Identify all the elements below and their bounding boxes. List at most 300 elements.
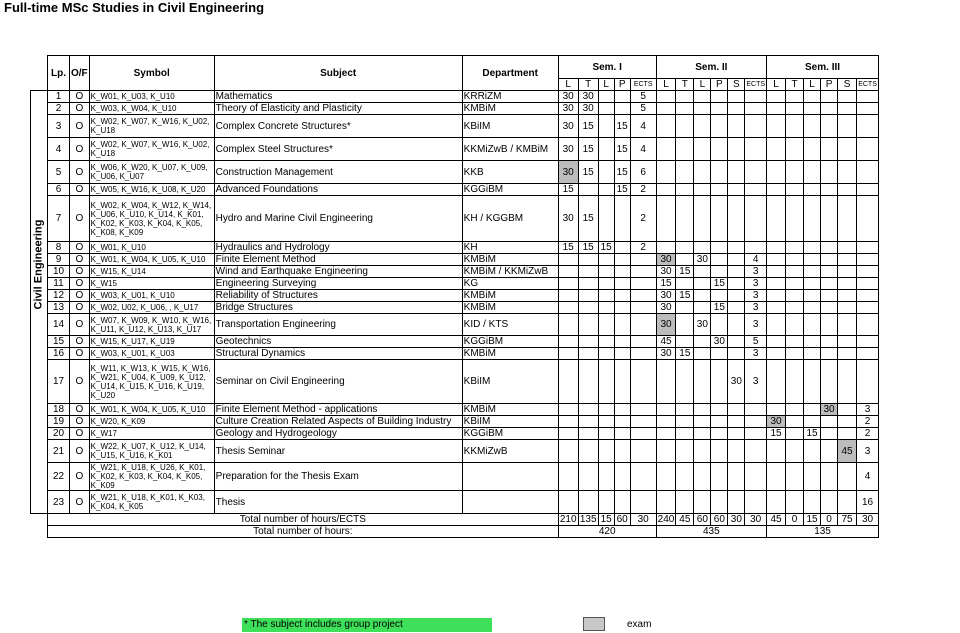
hours-cell: [821, 196, 838, 242]
hours-cell: [728, 161, 745, 184]
hours-cell: [598, 348, 614, 360]
hours-cell: [694, 302, 711, 314]
hours-cell: [786, 196, 804, 242]
sub-header: T: [676, 79, 694, 91]
semester-header: Sem. II: [656, 56, 766, 79]
header-lp: Lp.: [48, 56, 70, 91]
hours-cell: [804, 242, 821, 254]
row-symbol: K_W15, K_U17, K_U19: [89, 336, 214, 348]
hours-cell: [598, 491, 614, 514]
hours-cell: [804, 416, 821, 428]
hours-cell: [558, 290, 578, 302]
hours-cell: [598, 184, 614, 196]
row-of: O: [70, 428, 90, 440]
row-department: KKMiZwB: [462, 440, 558, 463]
hours-cell: [614, 302, 630, 314]
hours-cell: [676, 278, 694, 290]
hours-cell: [786, 336, 804, 348]
table-row: [31, 428, 879, 440]
header-department: Department: [462, 56, 558, 91]
row-symbol: K_W02, K_W07, K_W16, K_U02, K_U18: [89, 115, 214, 138]
hours-cell: [558, 416, 578, 428]
hours-cell: [857, 278, 879, 290]
hours-cell: [786, 360, 804, 404]
hours-cell: 15: [558, 184, 578, 196]
row-department: [462, 491, 558, 514]
hours-cell: [804, 196, 821, 242]
hours-cell: [598, 404, 614, 416]
hours-cell: [821, 348, 838, 360]
hours-cell: [728, 336, 745, 348]
hours-cell: [821, 428, 838, 440]
hours-cell: [578, 416, 598, 428]
hours-cell: [786, 278, 804, 290]
row-subject: Bridge Structures: [214, 302, 462, 314]
hours-cell: [786, 404, 804, 416]
hours-cell: [578, 440, 598, 463]
hours-cell: 15: [656, 278, 676, 290]
hours-cell: [656, 184, 676, 196]
hours-cell: [694, 491, 711, 514]
hours-cell: [804, 254, 821, 266]
row-department: KID / KTS: [462, 314, 558, 336]
row-symbol: K_W06, K_W20, K_U07, K_U09, K_U06, K_U07: [89, 161, 214, 184]
row-of: O: [70, 348, 90, 360]
row-lp: 12: [48, 290, 70, 302]
hours-cell: [767, 266, 786, 278]
row-department: [462, 463, 558, 491]
hours-cell: [857, 254, 879, 266]
hours-cell: 30: [656, 348, 676, 360]
hours-cell: [711, 115, 728, 138]
hours-cell: [694, 161, 711, 184]
hours-cell: 4: [745, 254, 767, 266]
hours-cell: [578, 348, 598, 360]
row-subject: Theory of Elasticity and Plasticity: [214, 103, 462, 115]
hours-cell: [838, 404, 857, 416]
hours-cell: [786, 314, 804, 336]
hours-cell: [728, 91, 745, 103]
hours-cell: [630, 278, 656, 290]
row-lp: 21: [48, 440, 70, 463]
hours-cell: [838, 290, 857, 302]
row-symbol: K_W11, K_W13, K_W15, K_W16, K_W21, K_U04, K_U09, K_U12, K_U14, K_U15, K_U16, K_U19, K_U20: [89, 360, 214, 404]
hours-cell: [558, 314, 578, 336]
hours-cell: [786, 348, 804, 360]
row-subject: Seminar on Civil Engineering: [214, 360, 462, 404]
hours-cell: 3: [857, 440, 879, 463]
hours-cell: [656, 404, 676, 416]
hours-cell: [676, 242, 694, 254]
hours-cell: 30: [711, 336, 728, 348]
row-of: O: [70, 278, 90, 290]
hours-cell: [857, 302, 879, 314]
hours-cell: [767, 404, 786, 416]
row-department: KMBiM: [462, 290, 558, 302]
hours-cell: [857, 242, 879, 254]
hours-cell: [656, 91, 676, 103]
hours-cell: [838, 314, 857, 336]
hours-cell: [711, 91, 728, 103]
row-symbol: K_W03, K_U01, K_U10: [89, 290, 214, 302]
hours-cell: [711, 428, 728, 440]
total-cell: 30: [728, 514, 745, 526]
hours-cell: [838, 115, 857, 138]
row-department: KH / KGGBM: [462, 196, 558, 242]
row-symbol: K_W01, K_W04, K_U05, K_U10: [89, 254, 214, 266]
hours-cell: [821, 360, 838, 404]
hours-cell: [838, 278, 857, 290]
hours-cell: 30: [728, 360, 745, 404]
hours-cell: [804, 278, 821, 290]
hours-cell: 30: [656, 290, 676, 302]
hours-cell: [711, 196, 728, 242]
total-cell: 60: [694, 514, 711, 526]
hours-cell: [578, 428, 598, 440]
hours-cell: [728, 196, 745, 242]
hours-cell: [728, 404, 745, 416]
hours-cell: [598, 196, 614, 242]
total-cell: 75: [838, 514, 857, 526]
row-of: O: [70, 115, 90, 138]
row-of: O: [70, 242, 90, 254]
spacer-cell: [31, 514, 48, 526]
hours-cell: [656, 138, 676, 161]
sub-header: L: [804, 79, 821, 91]
hours-cell: [786, 491, 804, 514]
hours-cell: [598, 416, 614, 428]
hours-cell: [728, 463, 745, 491]
hours-cell: [598, 161, 614, 184]
hours-cell: [656, 463, 676, 491]
total-cell: 45: [676, 514, 694, 526]
sub-header: T: [578, 79, 598, 91]
hours-cell: [786, 161, 804, 184]
legend-exam-label: exam: [627, 619, 652, 630]
hours-cell: [694, 440, 711, 463]
table-row: [31, 360, 879, 404]
hours-cell: [694, 115, 711, 138]
hours-cell: [598, 302, 614, 314]
hours-cell: [728, 254, 745, 266]
hours-cell: 30: [558, 103, 578, 115]
row-subject: Complex Steel Structures*: [214, 138, 462, 161]
hours-cell: [676, 196, 694, 242]
hours-cell: [630, 360, 656, 404]
hours-cell: [728, 266, 745, 278]
hours-cell: [598, 360, 614, 404]
hours-cell: [656, 115, 676, 138]
hours-cell: [728, 491, 745, 514]
hours-cell: [711, 314, 728, 336]
row-symbol: K_W21, K_U18, K_U26, K_K01, K_K02, K_K03, K_K04, K_K05, K_K09: [89, 463, 214, 491]
legend-group-project: * The subject includes group project: [242, 618, 492, 632]
row-symbol: K_W15: [89, 278, 214, 290]
hours-cell: [711, 254, 728, 266]
hours-cell: 30: [578, 103, 598, 115]
row-symbol: K_W03, K_U01, K_U03: [89, 348, 214, 360]
hours-cell: [857, 360, 879, 404]
sub-header: P: [614, 79, 630, 91]
sub-header: L: [656, 79, 676, 91]
hours-cell: [558, 360, 578, 404]
hours-cell: [728, 115, 745, 138]
row-subject: Advanced Foundations: [214, 184, 462, 196]
hours-cell: [614, 428, 630, 440]
hours-cell: 15: [558, 242, 578, 254]
hours-cell: [676, 428, 694, 440]
row-subject: Mathematics: [214, 91, 462, 103]
row-lp: 22: [48, 463, 70, 491]
hours-cell: 3: [745, 290, 767, 302]
row-lp: 11: [48, 278, 70, 290]
table-row: [31, 254, 879, 266]
semester-header: Sem. III: [767, 56, 879, 79]
hours-cell: [614, 348, 630, 360]
hours-cell: [578, 266, 598, 278]
hours-cell: [838, 254, 857, 266]
row-of: O: [70, 290, 90, 302]
hours-cell: [694, 428, 711, 440]
hours-cell: [614, 416, 630, 428]
table-row: [31, 266, 879, 278]
row-subject: Preparation for the Thesis Exam: [214, 463, 462, 491]
table-row: [31, 491, 879, 514]
hours-cell: [821, 336, 838, 348]
row-symbol: K_W02, U02, K_U06, , K_U17: [89, 302, 214, 314]
table-row: [31, 416, 879, 428]
hours-cell: [694, 278, 711, 290]
table-row: [31, 302, 879, 314]
hours-cell: [630, 463, 656, 491]
row-of: O: [70, 266, 90, 278]
row-of: O: [70, 314, 90, 336]
total-cell: 240: [657, 514, 675, 525]
hours-cell: [598, 428, 614, 440]
hours-cell: [614, 278, 630, 290]
row-department: KMBiM: [462, 254, 558, 266]
hours-cell: [694, 242, 711, 254]
row-symbol: K_W01, K_W04, K_U05, K_U10: [89, 404, 214, 416]
hours-cell: [745, 440, 767, 463]
hours-cell: [630, 254, 656, 266]
hours-cell: 3: [745, 314, 767, 336]
hours-cell: [838, 184, 857, 196]
hours-cell: [767, 278, 786, 290]
hours-cell: [767, 138, 786, 161]
hours-cell: [656, 440, 676, 463]
hours-cell: [804, 360, 821, 404]
hours-cell: [838, 428, 857, 440]
hours-cell: [767, 161, 786, 184]
hours-cell: [676, 404, 694, 416]
header-subject: Subject: [214, 56, 462, 91]
total-cell: 60: [614, 514, 630, 526]
hours-cell: [694, 184, 711, 196]
row-symbol: K_W02, K_W07, K_W16, K_U02, K_U18: [89, 138, 214, 161]
hours-cell: 5: [745, 336, 767, 348]
hours-cell: [558, 348, 578, 360]
hours-cell: [821, 254, 838, 266]
hours-cell: [767, 440, 786, 463]
hours-cell: [614, 196, 630, 242]
page-title: Full-time MSc Studies in Civil Engineering: [4, 0, 265, 15]
hours-cell: [578, 404, 598, 416]
total-hours-label: Total number of hours:: [48, 526, 559, 538]
row-subject: Culture Creation Related Aspects of Building Industry: [214, 416, 462, 428]
hours-cell: [838, 196, 857, 242]
hours-cell: [804, 266, 821, 278]
row-department: KG: [462, 278, 558, 290]
row-subject: Reliability of Structures: [214, 290, 462, 302]
table-row: [31, 115, 879, 138]
hours-cell: [676, 360, 694, 404]
hours-cell: [630, 348, 656, 360]
hours-cell: 30: [694, 254, 711, 266]
row-of: O: [70, 416, 90, 428]
total-cell: 60: [711, 514, 728, 526]
hours-cell: [767, 336, 786, 348]
hours-cell: [767, 115, 786, 138]
row-lp: 3: [48, 115, 70, 138]
hours-cell: [804, 91, 821, 103]
hours-cell: [711, 440, 728, 463]
row-department: KBiIM: [462, 115, 558, 138]
sub-header: L: [598, 79, 614, 91]
hours-cell: [558, 463, 578, 491]
hours-cell: [838, 336, 857, 348]
row-department: KMBiM: [462, 103, 558, 115]
hours-cell: [614, 314, 630, 336]
hours-cell: 15: [614, 161, 630, 184]
hours-cell: [578, 254, 598, 266]
row-lp: 6: [48, 184, 70, 196]
hours-cell: 2: [630, 196, 656, 242]
hours-cell: [821, 184, 838, 196]
hours-cell: [821, 290, 838, 302]
row-lp: 7: [48, 196, 70, 242]
hours-cell: [711, 348, 728, 360]
hours-cell: 5: [630, 103, 656, 115]
sub-header: L: [558, 79, 578, 91]
hours-cell: [558, 336, 578, 348]
hours-cell: [676, 161, 694, 184]
table-row: [31, 463, 879, 491]
hours-cell: [728, 242, 745, 254]
hours-cell: [598, 103, 614, 115]
row-lp: 19: [48, 416, 70, 428]
hours-cell: [598, 254, 614, 266]
row-symbol: K_W07, K_W09, K_W10, K_W16, K_U11, K_U12, K_U13, K_U17: [89, 314, 214, 336]
hours-cell: 15: [614, 115, 630, 138]
hours-cell: [728, 103, 745, 115]
hours-cell: [728, 314, 745, 336]
hours-cell: [786, 266, 804, 278]
hours-cell: 15: [767, 428, 786, 440]
hours-cell: [656, 161, 676, 184]
spacer-cell: [31, 56, 48, 79]
hours-cell: [745, 416, 767, 428]
sub-header: L: [767, 79, 786, 91]
hours-cell: [821, 103, 838, 115]
hours-cell: [578, 278, 598, 290]
total-cell: 30: [745, 514, 767, 526]
table-row: [31, 290, 879, 302]
hours-cell: [767, 348, 786, 360]
hours-cell: [598, 266, 614, 278]
hours-cell: [676, 440, 694, 463]
hours-cell: 15: [578, 115, 598, 138]
hours-cell: 15: [578, 161, 598, 184]
hours-cell: [711, 463, 728, 491]
hours-cell: [804, 138, 821, 161]
header-of: O/F: [70, 56, 90, 91]
hours-cell: 45: [656, 336, 676, 348]
hours-cell: [630, 440, 656, 463]
hours-cell: [558, 428, 578, 440]
row-of: O: [70, 302, 90, 314]
hours-cell: [694, 416, 711, 428]
hours-cell: [857, 91, 879, 103]
row-of: O: [70, 404, 90, 416]
hours-cell: 30: [694, 314, 711, 336]
hours-cell: [614, 254, 630, 266]
hours-cell: [745, 161, 767, 184]
row-symbol: K_W20, K_K09: [89, 416, 214, 428]
hours-cell: [804, 103, 821, 115]
hours-cell: [598, 115, 614, 138]
row-subject: Wind and Earthquake Engineering: [214, 266, 462, 278]
hours-cell: [656, 360, 676, 404]
row-lp: 10: [48, 266, 70, 278]
hours-cell: [711, 242, 728, 254]
hours-cell: 30: [558, 196, 578, 242]
hours-cell: [728, 290, 745, 302]
hours-cell: [804, 348, 821, 360]
row-lp: 4: [48, 138, 70, 161]
row-of: O: [70, 336, 90, 348]
row-of: O: [70, 161, 90, 184]
hours-cell: [711, 416, 728, 428]
hours-cell: [767, 196, 786, 242]
hours-cell: [694, 463, 711, 491]
hours-cell: [694, 196, 711, 242]
hours-cell: [656, 416, 676, 428]
hours-cell: [676, 336, 694, 348]
hours-cell: [676, 416, 694, 428]
row-subject: Structural Dynamics: [214, 348, 462, 360]
hours-cell: 30: [767, 416, 786, 428]
row-symbol: K_W01, K_U10: [89, 242, 214, 254]
hours-cell: [630, 428, 656, 440]
hours-cell: 30: [578, 91, 598, 103]
total-hours-cell: 135: [767, 526, 879, 538]
hours-cell: [804, 314, 821, 336]
hours-cell: [857, 314, 879, 336]
hours-cell: [786, 138, 804, 161]
hours-cell: 30: [558, 138, 578, 161]
hours-cell: [804, 290, 821, 302]
row-of: O: [70, 440, 90, 463]
hours-cell: [767, 314, 786, 336]
hours-cell: [728, 416, 745, 428]
total-cell: 30: [857, 514, 879, 526]
hours-cell: [804, 302, 821, 314]
total-cell: 210: [559, 514, 577, 525]
hours-cell: [676, 138, 694, 161]
hours-cell: [676, 314, 694, 336]
hours-cell: [745, 242, 767, 254]
